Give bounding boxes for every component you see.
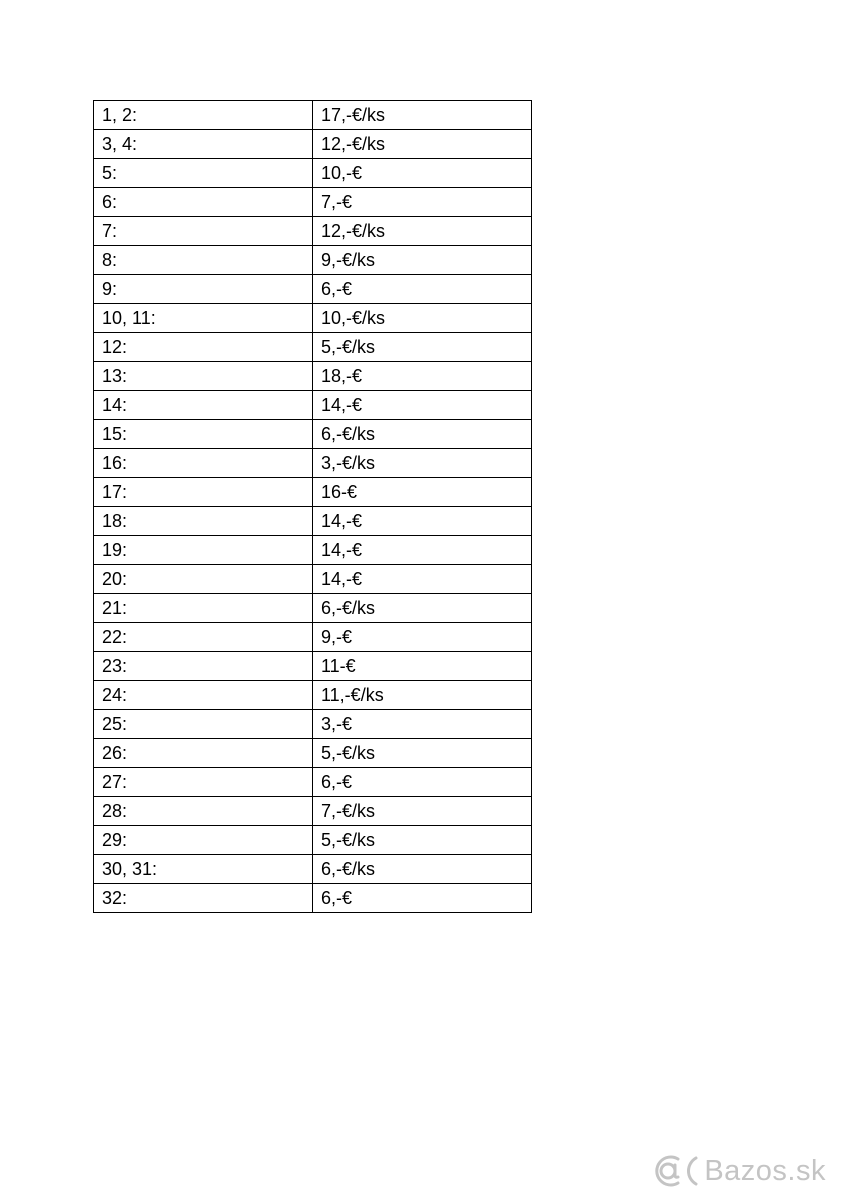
price-table-body xyxy=(94,101,532,913)
table-row xyxy=(94,217,532,246)
table-row xyxy=(94,594,532,623)
table-row xyxy=(94,391,532,420)
table-row xyxy=(94,536,532,565)
bazos-logo-icon xyxy=(652,1154,700,1188)
price-cell: 3,-€/ks xyxy=(313,449,532,478)
price-cell: 12,-€/ks xyxy=(313,130,532,159)
table-row xyxy=(94,855,532,884)
table-row xyxy=(94,652,532,681)
item-number-cell: 26: xyxy=(94,739,313,768)
price-cell: 6,-€/ks xyxy=(313,420,532,449)
price-cell: 5,-€/ks xyxy=(313,826,532,855)
price-cell: 9,-€/ks xyxy=(313,246,532,275)
price-cell: 17,-€/ks xyxy=(313,101,532,130)
item-number-cell: 15: xyxy=(94,420,313,449)
price-cell: 6,-€ xyxy=(313,884,532,913)
table-row xyxy=(94,797,532,826)
price-cell: 6,-€/ks xyxy=(313,594,532,623)
item-number-cell: 6: xyxy=(94,188,313,217)
price-cell: 5,-€/ks xyxy=(313,333,532,362)
table-row xyxy=(94,420,532,449)
item-number-cell: 13: xyxy=(94,362,313,391)
price-cell: 12,-€/ks xyxy=(313,217,532,246)
price-cell: 6,-€ xyxy=(313,768,532,797)
item-number-cell: 19: xyxy=(94,536,313,565)
table-row xyxy=(94,304,532,333)
price-cell: 10,-€ xyxy=(313,159,532,188)
table-row xyxy=(94,159,532,188)
table-row xyxy=(94,246,532,275)
price-cell: 16-€ xyxy=(313,478,532,507)
table-row xyxy=(94,101,532,130)
table-row xyxy=(94,362,532,391)
price-cell: 14,-€ xyxy=(313,565,532,594)
table-row xyxy=(94,681,532,710)
item-number-cell: 25: xyxy=(94,710,313,739)
price-cell: 6,-€/ks xyxy=(313,855,532,884)
item-number-cell: 27: xyxy=(94,768,313,797)
table-row xyxy=(94,507,532,536)
table-row xyxy=(94,565,532,594)
price-cell: 7,-€ xyxy=(313,188,532,217)
item-number-cell: 9: xyxy=(94,275,313,304)
price-cell: 18,-€ xyxy=(313,362,532,391)
item-number-cell: 1, 2: xyxy=(94,101,313,130)
price-cell: 6,-€ xyxy=(313,275,532,304)
item-number-cell: 20: xyxy=(94,565,313,594)
table-row xyxy=(94,710,532,739)
table-row xyxy=(94,449,532,478)
table-row xyxy=(94,333,532,362)
item-number-cell: 7: xyxy=(94,217,313,246)
price-cell: 11,-€/ks xyxy=(313,681,532,710)
item-number-cell: 17: xyxy=(94,478,313,507)
price-cell: 11-€ xyxy=(313,652,532,681)
price-cell: 14,-€ xyxy=(313,391,532,420)
table-row xyxy=(94,130,532,159)
table-row xyxy=(94,739,532,768)
table-row xyxy=(94,188,532,217)
price-cell: 14,-€ xyxy=(313,536,532,565)
watermark-text: Bazos.sk xyxy=(704,1154,826,1187)
price-table xyxy=(93,100,532,913)
table-row xyxy=(94,478,532,507)
price-cell: 7,-€/ks xyxy=(313,797,532,826)
item-number-cell: 8: xyxy=(94,246,313,275)
item-number-cell: 22: xyxy=(94,623,313,652)
price-cell: 5,-€/ks xyxy=(313,739,532,768)
price-cell: 14,-€ xyxy=(313,507,532,536)
item-number-cell: 23: xyxy=(94,652,313,681)
bazos-watermark xyxy=(652,1154,826,1188)
item-number-cell: 14: xyxy=(94,391,313,420)
item-number-cell: 12: xyxy=(94,333,313,362)
item-number-cell: 29: xyxy=(94,826,313,855)
table-row xyxy=(94,275,532,304)
item-number-cell: 3, 4: xyxy=(94,130,313,159)
table-row xyxy=(94,623,532,652)
item-number-cell: 24: xyxy=(94,681,313,710)
item-number-cell: 30, 31: xyxy=(94,855,313,884)
item-number-cell: 21: xyxy=(94,594,313,623)
table-row xyxy=(94,826,532,855)
item-number-cell: 28: xyxy=(94,797,313,826)
table-row xyxy=(94,768,532,797)
item-number-cell: 16: xyxy=(94,449,313,478)
item-number-cell: 32: xyxy=(94,884,313,913)
item-number-cell: 5: xyxy=(94,159,313,188)
price-cell: 9,-€ xyxy=(313,623,532,652)
price-cell: 10,-€/ks xyxy=(313,304,532,333)
item-number-cell: 18: xyxy=(94,507,313,536)
item-number-cell: 10, 11: xyxy=(94,304,313,333)
price-cell: 3,-€ xyxy=(313,710,532,739)
table-row xyxy=(94,884,532,913)
